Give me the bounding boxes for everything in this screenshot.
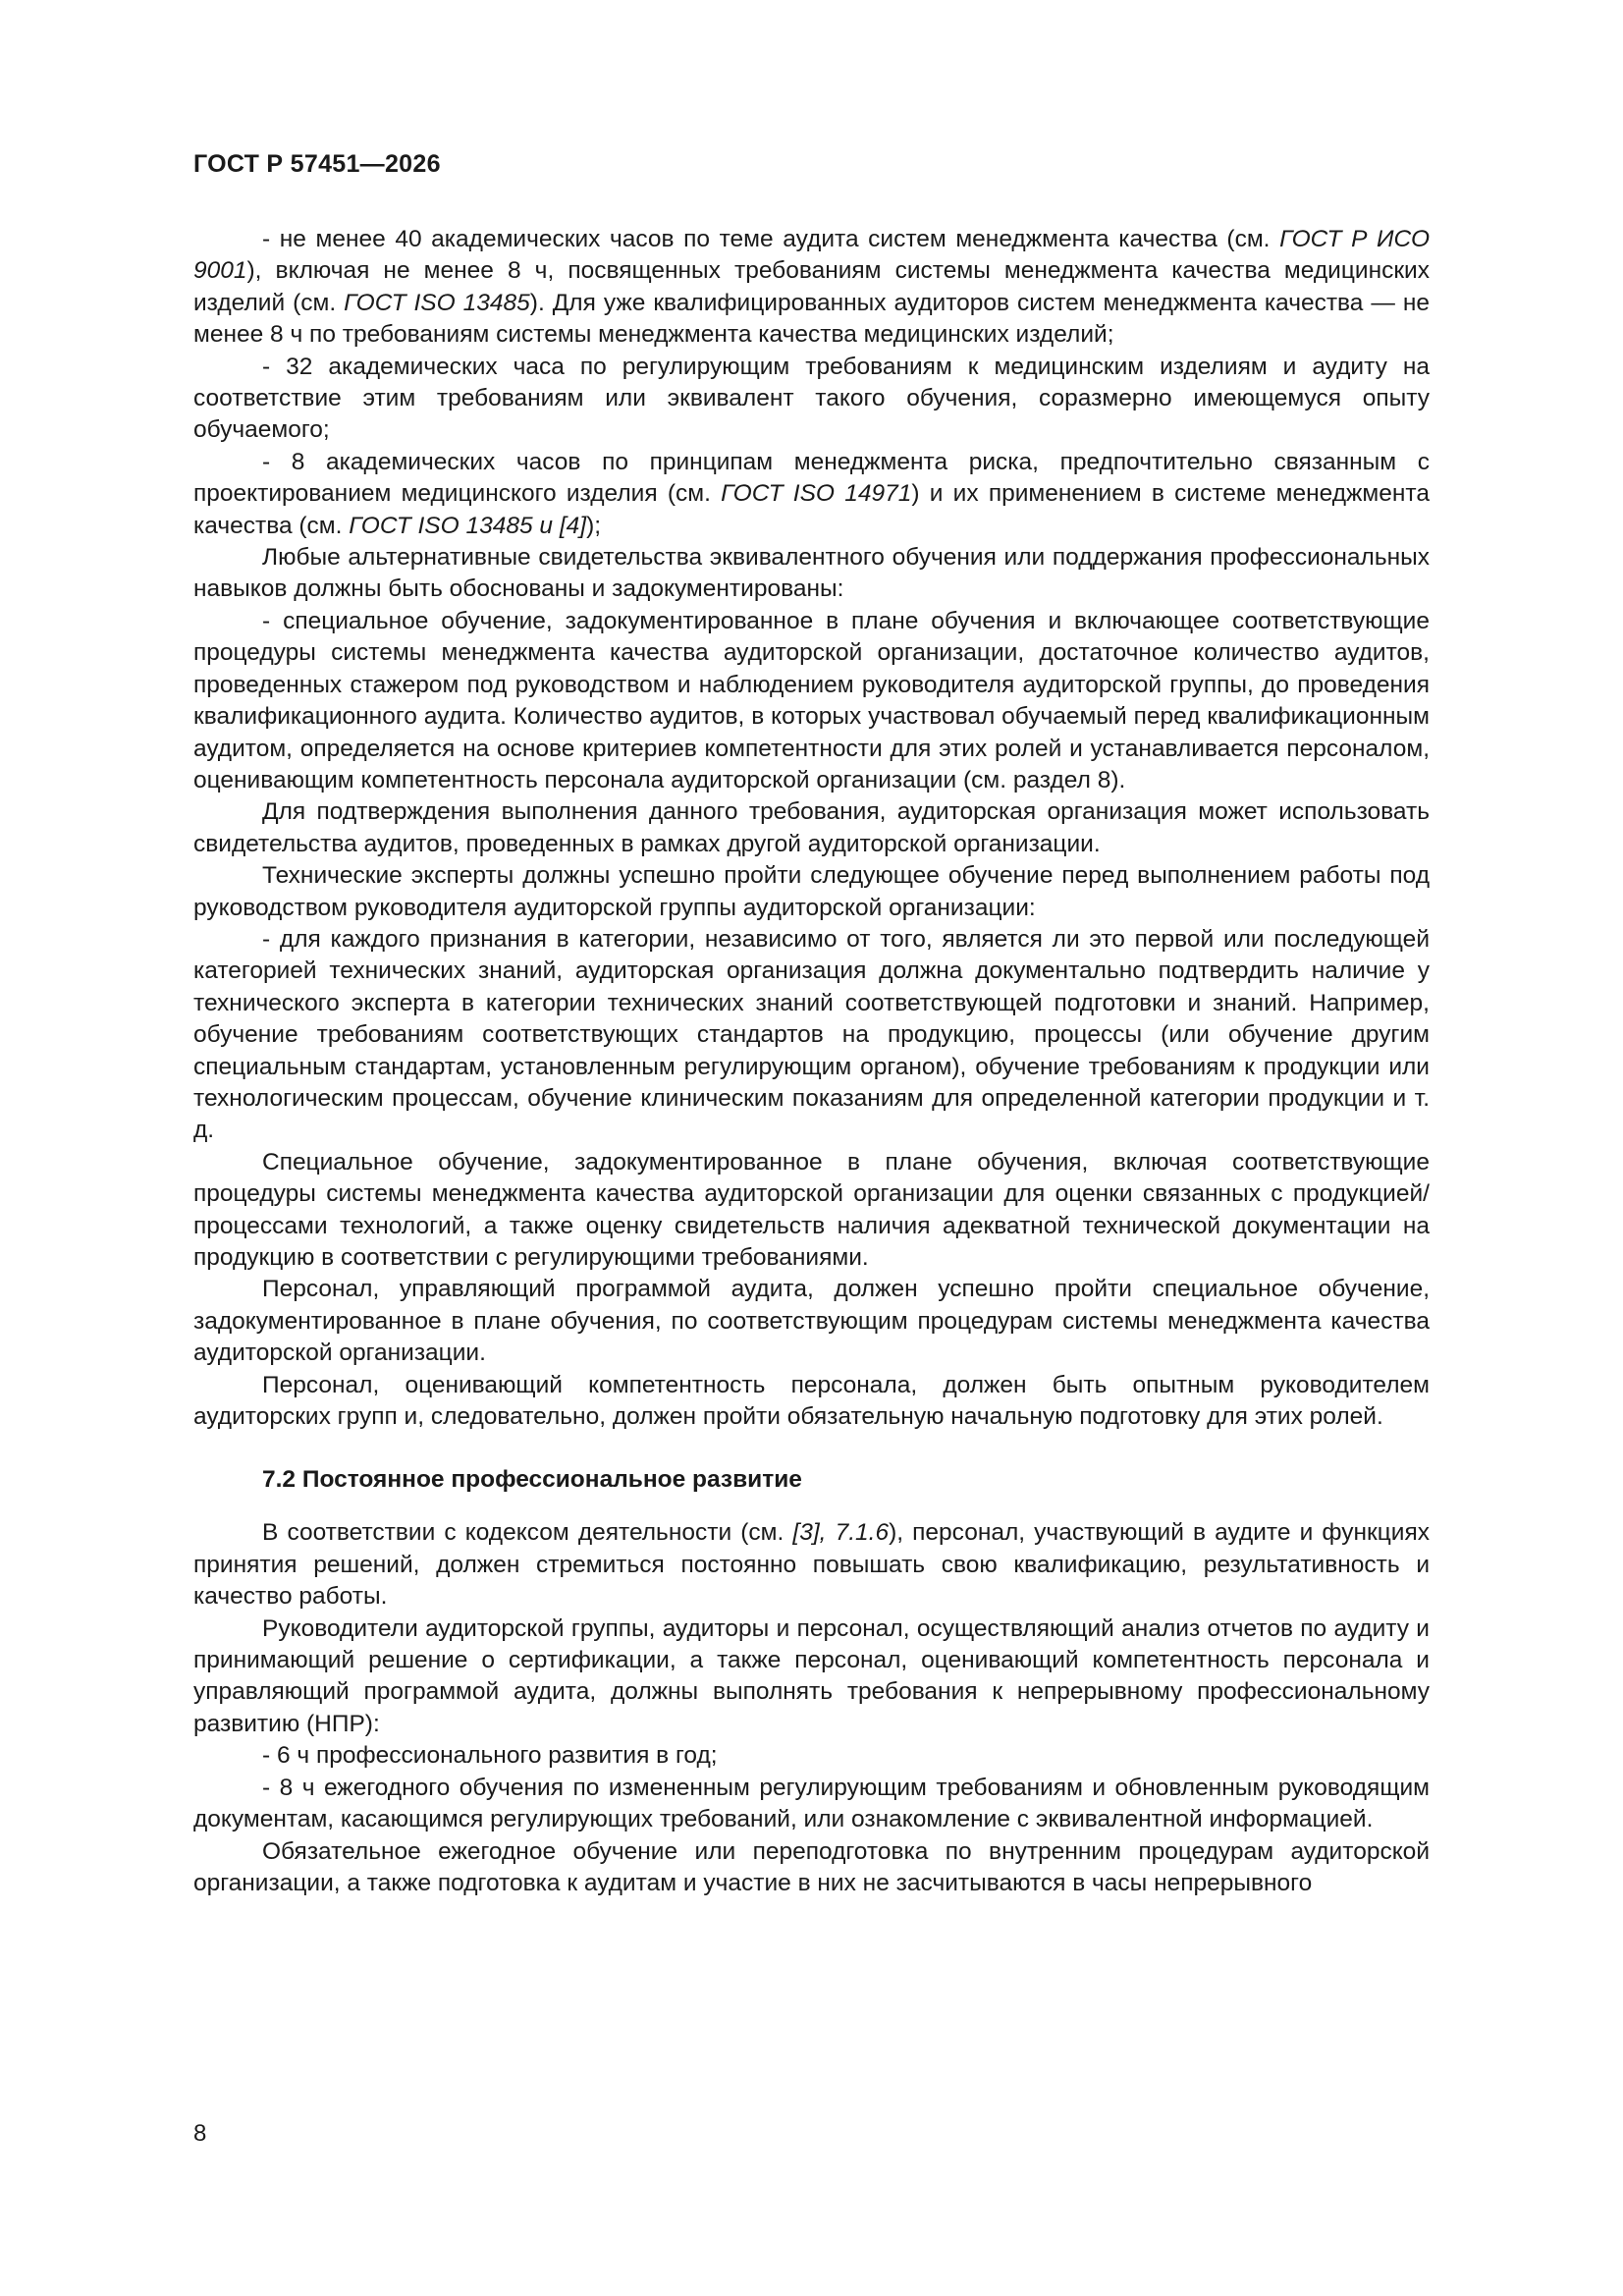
paragraph (193, 1740, 1430, 1772)
document-body (193, 224, 1430, 1899)
paragraph (193, 924, 1430, 1147)
paragraph (193, 1836, 1430, 1900)
paragraph-text: Персонал, управляющий программой аудита, должен успешно пройти специальное обучение, задокументированное в плане обучения, по соответствующим процедурам системы менеджмента качества аудиторской организации. (193, 1276, 1430, 1367)
reference-text: ГОСТ ISO 14971 (721, 480, 912, 508)
paragraph (193, 1773, 1430, 1836)
paragraph (193, 796, 1430, 860)
document-code-header: ГОСТ Р 57451—2026 (193, 150, 441, 178)
paragraph-text: - 8 ч ежегодного обучения по измененным регулирующим требованиям и обновленным руководящим документам, касающимся регулирующих требований, или ознакомление с эквивалентной информацией. (193, 1774, 1430, 1833)
paragraph-text: ), включая не менее 8 ч, посвященных требованиям системы менеджмента качества медицинских изделий (см. (193, 257, 1430, 316)
paragraph-text: ); (586, 512, 602, 539)
paragraph-text: - специальное обучение, задокументированное в плане обучения и включающее соответствующие процедуры системы менеджмента качества аудиторской организации, достаточное количество аудитов, проведенных стажером под руководством и наблюдением руководителя аудиторской группы, до проведения квалификационного аудита. Количество аудитов, в которых участвовал обучаемый перед квалификационным аудитом, определяется на основе критериев компетентности для этих ролей и устанавливается персоналом, оценивающим компетентность персонала аудиторской организации (см. раздел 8). (193, 607, 1430, 793)
paragraph-text: Для подтверждения выполнения данного требования, аудиторская организация может использовать свидетельства аудитов, проведенных в рамках другой аудиторской организации. (193, 798, 1430, 857)
paragraph (193, 1274, 1430, 1369)
reference-text: [3], 7.1.6 (792, 1519, 890, 1547)
paragraph-text: - 32 академических часа по регулирующим требованиям к медицинским изделиям и аудиту на соответствие этим требованиям или эквивалент такого обучения, соразмерно имеющемуся опыту обучаемого; (193, 353, 1430, 444)
paragraph-text: Любые альтернативные свидетельства эквивалентного обучения или поддержания профессиональных навыков должны быть обоснованы и задокументированы: (193, 544, 1430, 603)
paragraph-text: - не менее 40 академических часов по теме аудита систем менеджмента качества (см. (262, 226, 1280, 252)
paragraph (193, 447, 1430, 542)
paragraph-text: - 6 ч профессионального развития в год; (262, 1742, 718, 1770)
paragraph (193, 606, 1430, 796)
paragraph-text: - 8 академических часов по принципам менеджмента риска, предпочтительно связанным с проектированием медицинского изделия (см. (193, 448, 1430, 508)
reference-text: ГОСТ Р ИСО 9001 (193, 226, 1431, 285)
paragraph-text: Обязательное ежегодное обучение или переподготовка по внутренним процедурам аудиторской организации, а также подготовка к аудитам и участие в них не засчитываются в часы непрерывного (193, 1837, 1430, 1896)
section-heading: 7.2 Постоянное профессиональное развитие (262, 1466, 802, 1494)
paragraph-text: Руководители аудиторской группы, аудиторы и персонал, осуществляющий анализ отчетов по аудиту и принимающий решение о сертификации, а также персонал, оценивающий компетентность персонала и управляющий программой аудита, должны выполнять требования к непрерывному профессиональному развитию (НПР): (193, 1614, 1430, 1737)
paragraph-text: ) и их применением в системе менеджмента качества (см. (193, 480, 1430, 539)
page-number: 8 (193, 2120, 207, 2147)
paragraph-text: ). Для уже квалифицированных аудиторов систем менеджмента качества — не менее 8 ч по требованиям системы менеджмента качества медицинских изделий; (193, 289, 1430, 349)
paragraph-text: В соответствии с кодексом деятельности (см. (262, 1519, 793, 1547)
paragraph (193, 352, 1430, 447)
paragraph (193, 224, 1430, 352)
reference-text: ГОСТ ISO 13485 и [4] (349, 512, 587, 539)
paragraph-text: ), персонал, участвующий в аудите и функциях принятия решений, должен стремиться постоянно повышать свою квалификацию, результативность и качество работы. (193, 1519, 1431, 1611)
paragraph (193, 1517, 1430, 1613)
paragraph-group-training (193, 224, 1430, 1433)
paragraph (193, 860, 1430, 924)
paragraph-text: - для каждого признания в категории, независимо от того, является ли это первой или последующей категорией технических знаний, аудиторская организация должна документально подтвердить наличие у технического эксперта в категории технических знаний соответствующей подготовки и знаний. Например, обучение требованиям соответствующих стандартов на продукцию, процессы (или обучение другим специальным стандартам, установленным регулирующим органом), обучение требованиям к продукции или технологическим процессам, обучение клиническим показаниям для определенной категории продукции и т. д. (193, 925, 1430, 1144)
reference-text: ГОСТ ISO 13485 (344, 289, 530, 316)
paragraph-text: Специальное обучение, задокументированное в плане обучения, включая соответствующие процедуры системы менеджмента качества аудиторской организации для оценки связанных с продукцией/процессами технологий, а также оценку свидетельств наличия адекватной технической документации на продукцию в соответствии с регулирующими требованиями. (193, 1148, 1430, 1271)
paragraph (193, 1147, 1430, 1275)
paragraph (193, 1370, 1430, 1434)
paragraph-text: Технические эксперты должны успешно пройти следующее обучение перед выполнением работы под руководством руководителя аудиторской группы аудиторской организации: (193, 862, 1430, 921)
paragraph (193, 542, 1430, 606)
paragraph (193, 1613, 1430, 1741)
paragraph-text: Персонал, оценивающий компетентность персонала, должен быть опытным руководителем аудиторских групп и, следовательно, должен пройти обязательную начальную подготовку для этих ролей. (193, 1371, 1430, 1431)
paragraph-group-development (193, 1517, 1430, 1899)
